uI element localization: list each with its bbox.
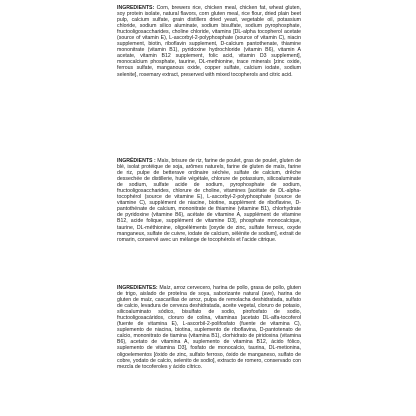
ingredients-text-es: Maíz, arroz cervecero, harina de pollo, grasa de pollo, gluten de trigo, aislado de proteína de soya, saborizante natural (ave), harina de gluten de maíz, cascarillas de arroz, pulpa de remolacha deshidratada, sulfato de calcio, levadura de cerveza deshidratada, aceite vegetal, cloruro de potasio, silicoaluminato sódico, bisulfato de sodio, pirofosfato de sodio, fructooligosacáridos, cloruro de colina, vitaminas [acetato DL-alfa-tocoferol (fuente de vitamina E), L-ascorbil-2-polifosfato (fuente de vitamina C), suplemento de niacina, biotina, suplemento de riboflavina, D-pantotenato de calcio, mononitrato de tiamina (vitamina B1), clorhidrato de piridoxina (vitamina B6), acetato de vitamina A, suplemento de vitamina B12, ácido fólico, suplemento de vitamina D3], fosfato de monocalcio, taurina, DL-metionina, oligoelementos [óxido de zinc, sulfato ferroso, óxido de manganeso, sulfato de cobre, yodato de calcio, selenito de sodio], extracto de romero, conservado con mezcla de tocoferoles y ácido cítrico. — [117, 285, 301, 370]
ingredients-text-fr: Maïs, brisure de riz, farine de poulet, gras de poulet, gluten de blé, isolat protéique de soja, arômes naturels, farine de gluten de maïs, farine de riz, pulpe de betterave ordinaire séchée, sulfate de calcium, drêche dessechée de distillerie, huile végétale, chlorure de potassium, silicoaluminate de sodium, sulfate acide de sodium, pyrophosphate de sodium, fructooligosaccharides, chlorure de choline, vitamines [acétate de DL-alpha-tocophérol (source de vitamine E), L-ascorbyl-2-polyphosphate (source de vitamine C), supplément de niacine, biotine, supplément de riboflavine, D-pantothénate de calcium, mononitrate de thiamine (vitamine B1), chlorhydrate de pyridoxine (vitamine B6), acétate de vitamine A, supplément de vitamine B12, acide folique, supplément de vitamine D3], phosphate monocalcique, taurine, DL-méthionine, oligoéléments [oxyde de zinc, sulfate ferreux, oxyde manganeux, sulfate de cuivre, iodate de calcium, sélénite de sodium], extrait de romarin, conservé avec un mélange de tocophérols et l'acide citrique. — [117, 158, 301, 243]
ingredients-spanish — [117, 285, 301, 370]
ingredients-heading-es: INGREDIENTES: — [117, 285, 158, 291]
ingredients-french — [117, 158, 301, 243]
ingredients-heading-en: INGREDIENTS: — [117, 5, 155, 11]
ingredients-text-en: Corn, brewers rice, chicken meal, chicken fat, wheat gluten, soy protein isolate, natural flavors, corn gluten meal, rice flour, dried plain beet pulp, calcium sulfate, grain distillers dried yeast, vegetable oil, potassium chloride, sodium silico aluminate, sodium bisulfate, sodium pyrophosphate, fructooligosaccharides, choline chloride, vitamins [DL-alpha tocopherol acetate (source of vitamin E), L-ascorbyl-2-polyphosphate (source of vitamin C), niacin supplement, biotin, riboflavin supplement, D-calcium pantothenate, thiamine mononitrate (vitamin B1), pyridoxine hydrochloride (vitamin B6), vitamin A acetate, vitamin B12 supplement, folic acid, vitamin D3 supplement], monocalcium phosphate, taurine, DL-methionine, trace minerals [zinc oxide, ferrous sulfate, manganous oxide, copper sulfate, calcium iodate, sodium selenite], rosemary extract, preserved with mixed tocopherols and citric acid. — [117, 5, 301, 78]
ingredients-heading-fr: INGRÉDIENTS : — [117, 158, 156, 164]
ingredients-english — [117, 5, 301, 78]
